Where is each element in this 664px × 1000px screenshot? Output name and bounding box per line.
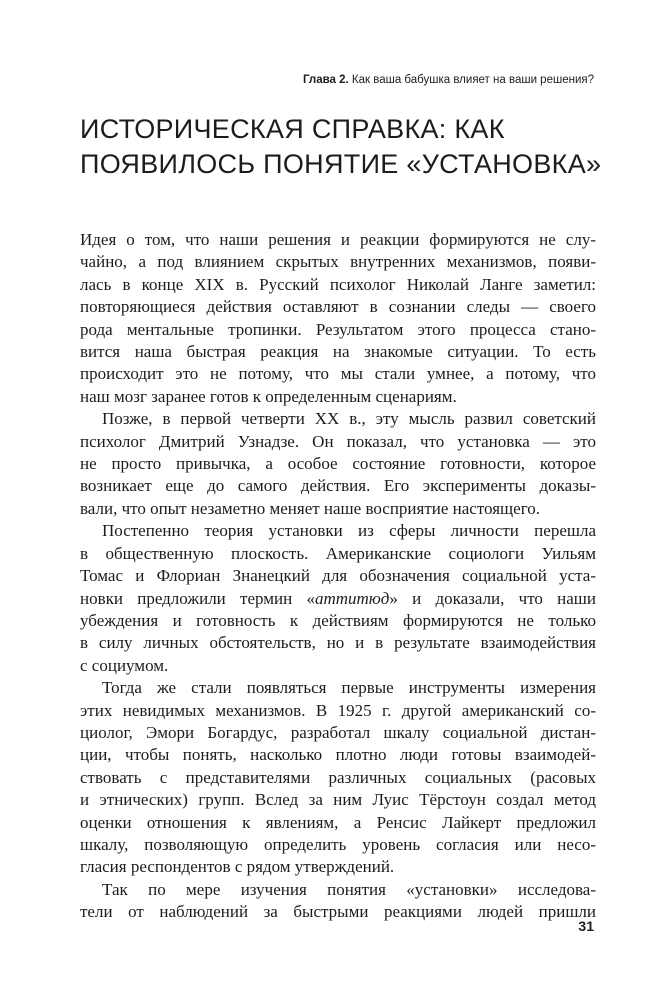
body-line: этих невидимых механизмов. В 1925 г. другой американский со- — [80, 700, 596, 720]
section-title-line-1: ИСТОРИЧЕСКАЯ СПРАВКА: КАК — [80, 114, 505, 144]
body-line: возникает еще до самого действия. Его эксперименты доказы- — [80, 476, 596, 496]
body-line: оценки отношения к явлениям, а Ренсис Лайкерт предложил — [80, 812, 596, 832]
body-line: Так по мере изучения понятия «установки» исследова- — [102, 879, 596, 899]
body-line: наш мозг заранее готов к определенным сценариям. — [80, 386, 457, 406]
running-head-title: Как ваша бабушка влияет на ваши решения? — [351, 74, 594, 86]
body-line: Постепенно теория установки из сферы личности перешла — [102, 521, 596, 541]
body-line: гласия респондентов с рядом утверждений. — [80, 857, 395, 877]
body-line: в силу личных обстоятельств, но и в результате взаимодействия — [80, 633, 596, 653]
body-line: повторяющиеся действия оставляют в сознании следы — своего — [80, 297, 596, 317]
body-line-with-italic-term: новки предложили термин «аттитюд» и доказали, что наши — [80, 588, 596, 608]
body-line: убеждения и готовность к действиям формируются не только — [80, 610, 596, 630]
running-head — [303, 74, 594, 86]
body-line: в общественную плоскость. Американские социологи Уильям — [80, 543, 596, 563]
body-line: не просто привычка, а особое состояние готовности, которое — [80, 454, 596, 474]
body-line: вали, что опыт незаметно меняет наше восприятие настоящего. — [80, 498, 540, 518]
body-line: чайно, а под влиянием скрытых внутренних механизмов, появи- — [80, 252, 596, 272]
body-line: тели от наблюдений за быстрыми реакциями людей пришли — [80, 902, 596, 922]
body-line: происходит это не потому, что мы стали умнее, а потому, что — [80, 364, 596, 384]
body-line: шкалу, позволяющую определить уровень согласия или несо- — [80, 834, 596, 854]
body-line: рода ментальные тропинки. Результатом этого процесса стано- — [80, 319, 596, 339]
body-line: ции, чтобы понять, насколько плотно люди готовы взаимодей- — [80, 745, 596, 765]
body-line: Тогда же стали появляться первые инструменты измерения — [102, 678, 596, 698]
body-line: и этнических) групп. Вслед за ним Луис Тёрстоун создал метод — [80, 790, 596, 810]
body-line: Томас и Флориан Знанецкий для обозначения социальной уста- — [80, 566, 596, 586]
section-title — [80, 112, 600, 182]
running-head-chapter: Глава 2. — [302, 74, 349, 86]
body-line: ствовать с представителями различных социальных (расовых — [80, 767, 596, 787]
body-line: циолог, Эмори Богардус, разработал шкалу социальной дистан- — [80, 722, 596, 742]
page-number: 31 — [578, 918, 594, 934]
body-text — [80, 229, 596, 924]
body-line: Позже, в первой четверти XX в., эту мысль развил советский — [102, 409, 596, 429]
body-line: психолог Дмитрий Узнадзе. Он показал, что установка — это — [80, 431, 596, 451]
body-line: с социумом. — [80, 655, 169, 675]
body-line: вится наша быстрая реакция на знакомые ситуации. То есть — [80, 342, 596, 362]
body-line: лась в конце XIX в. Русский психолог Николай Ланге заметил: — [80, 274, 596, 294]
body-line: Идея о том, что наши решения и реакции формируются не слу- — [80, 230, 596, 249]
section-title-line-2: ПОЯВИЛОСЬ ПОНЯТИЕ «УСТАНОВКА» — [80, 149, 602, 179]
